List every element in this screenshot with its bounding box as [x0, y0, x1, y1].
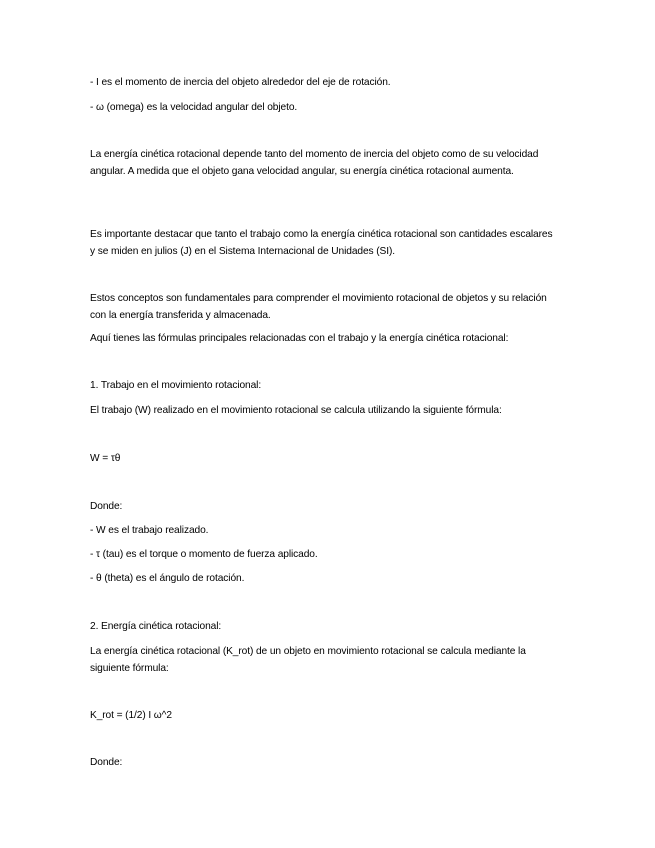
- formula-kinetic-energy: K_rot = (1/2) I ω^2: [90, 710, 172, 721]
- label-donde-1: Donde:: [90, 501, 123, 512]
- paragraph-work-formula-intro: El trabajo (W) realizado en el movimiento rotacional se calcula utilizando la siguiente fórmula:: [90, 405, 502, 416]
- paragraph-scalar-quantities: Es importante destacar que tanto el trabajo como la energía cinética rotacional son cantidades escalares y se miden en julios (J) en el Sistema Internacional de Unidades (SI).: [90, 229, 553, 257]
- paragraph-rotational-energy-dependence: La energía cinética rotacional depende tanto del momento de inercia del objeto como de su velocidad angular. A medida que el objeto gana velocidad angular, su energía cinética rotacional aumenta.: [90, 149, 539, 177]
- paragraph-fundamental-concepts: Estos conceptos son fundamentales para comprender el movimiento rotacional de objetos y su relación con la energía transferida y almacenada.: [90, 293, 547, 321]
- paragraph-formulas-intro: Aquí tienes las fórmulas principales relacionadas con el trabajo y la energía cinética rotacional:: [90, 333, 509, 344]
- bullet-theta-definition: - θ (theta) es el ángulo de rotación.: [90, 573, 245, 584]
- paragraph-inertia-definition: - I es el momento de inercia del objeto alrededor del eje de rotación.: [90, 77, 391, 88]
- bullet-torque-definition: - τ (tau) es el torque o momento de fuerza aplicado.: [90, 549, 318, 560]
- label-donde-2: Donde:: [90, 757, 123, 768]
- paragraph-kinetic-formula-intro: La energía cinética rotacional (K_rot) de un objeto en movimiento rotacional se calcula mediante la siguiente fórmula:: [90, 646, 526, 674]
- formula-work: W = τθ: [90, 453, 121, 464]
- heading-rotational-work: 1. Trabajo en el movimiento rotacional:: [90, 380, 262, 391]
- bullet-work-definition: - W es el trabajo realizado.: [90, 525, 209, 536]
- paragraph-omega-definition: - ω (omega) es la velocidad angular del objeto.: [90, 102, 298, 113]
- heading-rotational-kinetic-energy: 2. Energía cinética rotacional:: [90, 621, 222, 632]
